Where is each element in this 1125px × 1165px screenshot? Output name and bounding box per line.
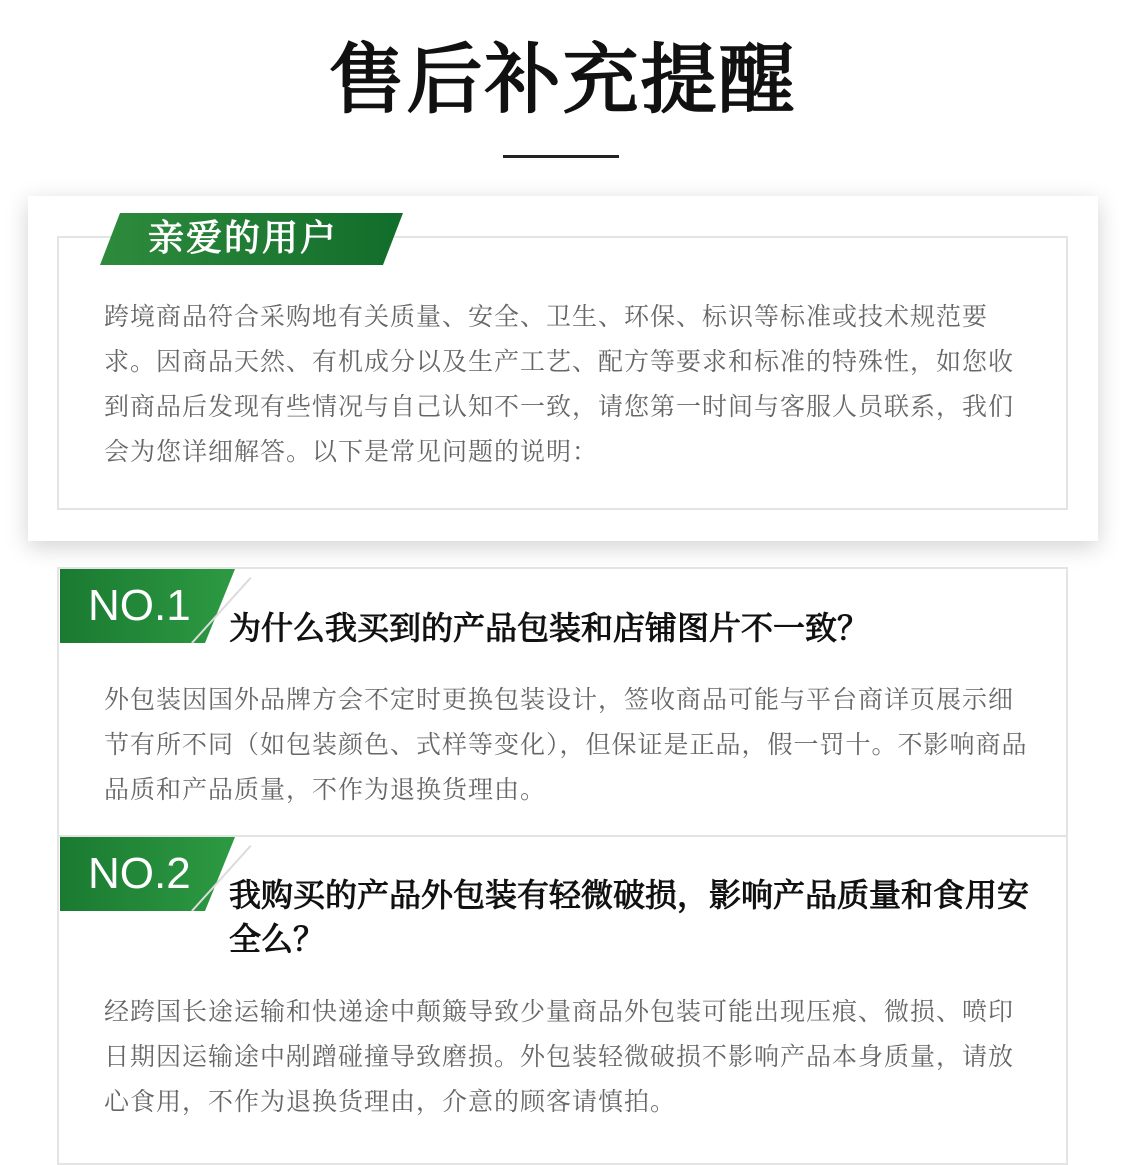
intro-text: 跨境商品符合采购地有关质量、安全、卫生、环保、标识等标准或技术规范要求。因商品天然、有机成分以及生产工艺、配方等要求和标准的特殊性，如您收到商品后发现有些情况与自己认知不一致，请您第一时间与客服人员联系，我们会为您详细解答。以下是常见问题的说明： <box>104 302 1015 466</box>
question-title-1: 为什么我买到的产品包装和店铺图片不一致？ <box>229 609 870 647</box>
question-title-2: 我购买的产品外包装有轻微破损，影响产品质量和食用安全么？ <box>229 876 1030 958</box>
question-answer-2: 经跨国长途运输和快递途中颠簸导致少量商品外包装可能出现压痕、微损、喷印日期因运输途中剐蹭碰撞导致磨损。外包装轻微破损不影响产品本身质量，请放心食用，不作为退换货理由，介意的顾客请慎拍。 <box>104 997 1015 1116</box>
question-answer-1: 外包装因国外品牌方会不定时更换包装设计，签收商品可能与平台商详页展示细节有所不同（如包装颜色、式样等变化），但保证是正品，假一罚十。不影响商品品质和产品质量，不作为退换货理由。 <box>104 685 1028 804</box>
title-underline <box>503 155 619 158</box>
intro-banner-label: 亲爱的用户 <box>148 218 339 259</box>
page-title: 售后补充提醒 <box>328 35 797 124</box>
number-badge-2-label: NO.2 <box>88 849 191 898</box>
number-badge-1-label: NO.1 <box>88 581 191 630</box>
